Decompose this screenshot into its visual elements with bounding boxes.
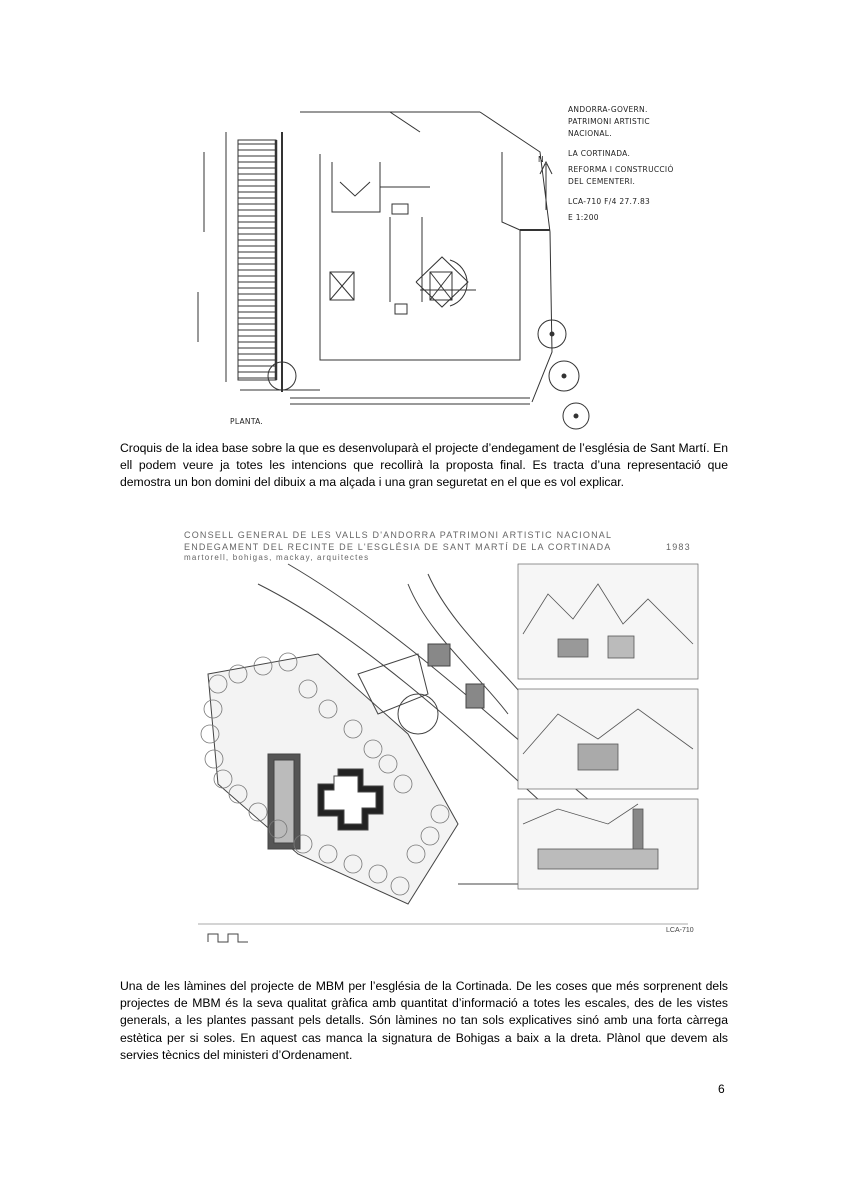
note-line-3: NACIONAL.	[568, 129, 612, 138]
sketch-figure	[180, 92, 710, 434]
caption-sketch: Croquis de la idea base sobre la que es desenvoluparà el projecte d’endegament de l’església de Sant Martí. En ell podem veure ja totes les intencions que recollirà la proposta final. Es tracta d’una representació que demostra un bon domini del dibuix a ma alçada i una gran seguretat en el que es vol explicar.	[120, 441, 728, 490]
project-sheet-figure	[178, 524, 708, 962]
note-line-7: LCA-710 F/4 27.7.83	[568, 197, 651, 206]
project-sheet-drawing	[178, 524, 708, 962]
sheet-year: 1983	[666, 542, 691, 552]
sheet-header-line-3: martorell, bohigas, mackay, arquitectes	[184, 553, 370, 562]
page-number: 6	[718, 1082, 725, 1096]
sheet-header-line-2: ENDEGAMENT DEL RECINTE DE L'ESGLÉSIA DE SANT MARTÍ DE LA CORTINADA	[184, 542, 612, 552]
note-line-1: ANDORRA-GOVERN.	[568, 105, 648, 114]
note-line-4: LA CORTINADA.	[568, 149, 631, 158]
sketch-drawing	[180, 92, 710, 434]
note-line-8: E 1:200	[568, 213, 599, 222]
sheet-code: LCA-710	[666, 927, 694, 934]
caption-project-sheet: Una de les làmines del projecte de MBM per l’església de la Cortinada. De les coses que més sorprenent dels projectes de MBM és la seva qualitat gràfica amb quantitat d’informació a totes les escales, des de les vistes generals, a les plantes passant pels detalls. Són làmines no tan sols explicatives sinó amb una forta càrrega estètica per si soles. En aquest cas manca la signatura de Bohigas a baix a la dreta. Plànol que devem als servies tècnics del ministeri d’Ordenament.	[120, 979, 728, 1062]
sheet-header-line-1: CONSELL GENERAL DE LES VALLS D'ANDORRA PATRIMONI ARTISTIC NACIONAL	[184, 530, 613, 540]
note-line-6: DEL CEMENTERI.	[568, 177, 636, 186]
north-label: N	[538, 155, 544, 164]
note-line-5: REFORMA I CONSTRUCCIÓ	[568, 165, 674, 174]
note-line-2: PATRIMONI ARTISTIC	[568, 117, 650, 126]
plan-label: PLANTA.	[230, 417, 264, 426]
